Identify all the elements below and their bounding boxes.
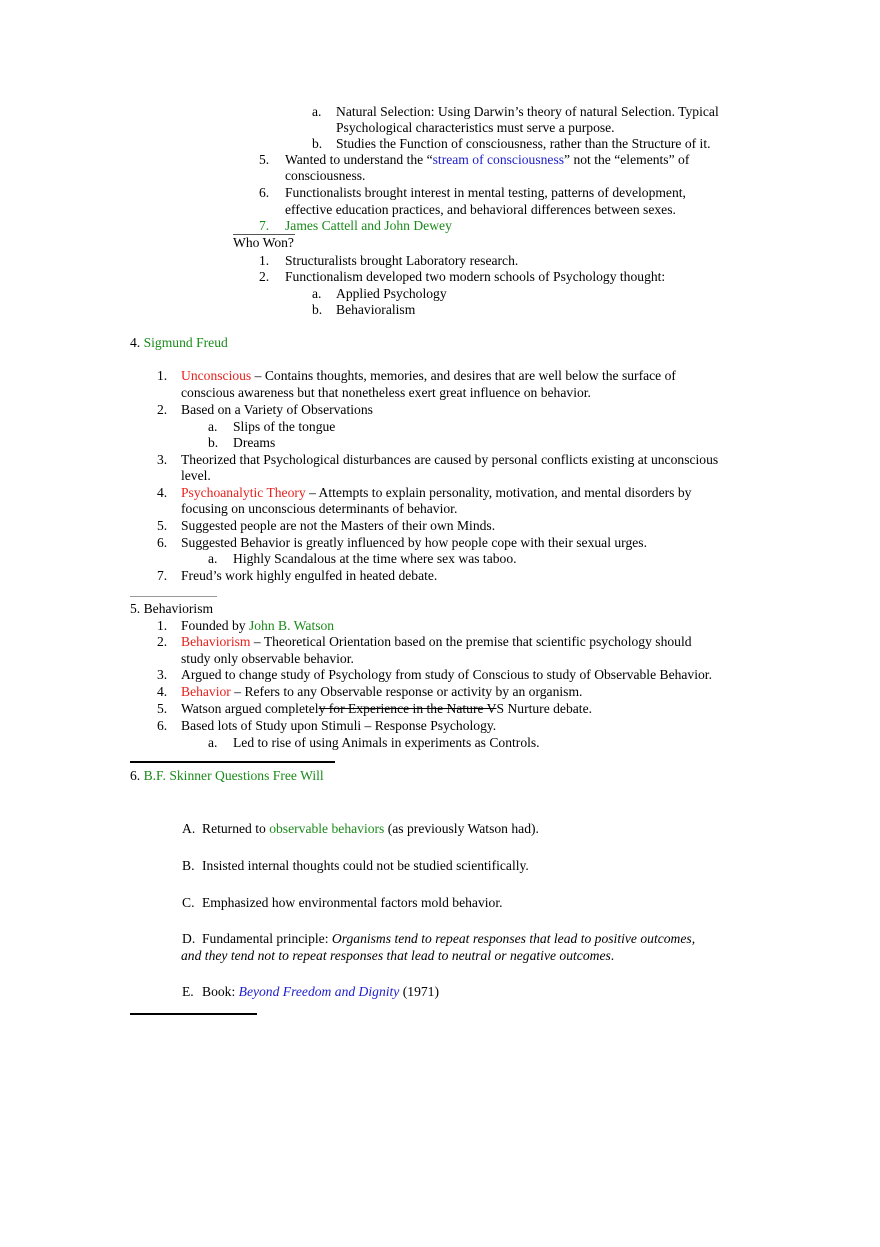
text-segment: Natural Selection: Using Darwin’s theory of natural Selection. Typical <box>336 104 719 119</box>
text-segment: Slips of the tongue <box>233 419 336 434</box>
text-segment: Organisms tend to repeat responses that lead to positive outcomes, <box>331 931 696 946</box>
text-line <box>181 385 591 401</box>
text-line <box>181 634 692 650</box>
text-line <box>285 185 686 201</box>
text-line <box>181 368 676 384</box>
text-segment: Based lots of Study upon Stimuli – Response Psychology. <box>181 718 497 733</box>
text-segment: Functionalism developed two modern schools of Psychology thought: <box>285 269 666 284</box>
list-marker: C. <box>182 895 195 910</box>
text-segment: Theorized that Psychological disturbances are caused by personal conflicts existing at unconscious <box>181 452 719 467</box>
text-line <box>336 104 719 120</box>
text-line <box>130 601 213 617</box>
text-line <box>181 701 592 717</box>
list-marker: 1. <box>259 253 270 268</box>
text-line <box>181 485 691 501</box>
text-line <box>285 253 518 269</box>
text-segment: Fundamental principle: <box>202 931 332 946</box>
list-marker: 4. <box>157 684 168 699</box>
text-segment: Watson argued completel <box>181 701 319 716</box>
list-marker: b. <box>312 302 323 317</box>
name-highlight: Sigmund Freud <box>143 335 228 350</box>
text-segment: Who Won? <box>233 235 294 250</box>
name-highlight: James Cattell and John Dewey <box>285 218 452 233</box>
text-line <box>181 651 354 667</box>
text-line <box>233 551 517 567</box>
text-segment: Insisted internal thoughts could not be studied scientifically. <box>202 858 529 873</box>
text-line <box>202 895 503 911</box>
text-segment: and they tend not to repeat responses that lead to neutral or negative outcomes <box>181 948 611 963</box>
text-segment: 5. Behaviorism <box>130 601 214 616</box>
text-line <box>202 931 695 947</box>
text-line <box>181 452 718 468</box>
list-marker: 2. <box>157 402 168 417</box>
text-line <box>181 535 647 551</box>
term: Psychoanalytic Theory <box>181 485 306 500</box>
list-marker: b. <box>312 136 323 151</box>
text-line <box>181 667 712 683</box>
section-divider <box>130 596 217 597</box>
list-marker: 1. <box>157 368 168 383</box>
text-segment: stream of consciousness <box>432 152 565 167</box>
list-marker: D. <box>182 931 196 946</box>
text-segment: – Refers to any Observable response or activity by an organism. <box>230 684 583 699</box>
text-segment: 4. <box>130 335 144 350</box>
text-segment: Returned to <box>202 821 270 836</box>
text-segment: Applied Psychology <box>336 286 447 301</box>
text-segment: y for Experience in the Nature V <box>318 701 497 716</box>
text-line <box>202 821 539 837</box>
text-segment: study only observable behavior. <box>181 651 354 666</box>
section-divider <box>130 1013 257 1015</box>
text-line <box>181 501 457 517</box>
term: Unconscious <box>181 368 252 383</box>
list-marker: 2. <box>157 634 168 649</box>
text-segment: Emphasized how environmental factors mold behavior. <box>202 895 503 910</box>
text-segment: Freud’s work highly engulfed in heated debate. <box>181 568 438 583</box>
list-marker: a. <box>312 286 322 301</box>
text-segment: – Theoretical Orientation based on the premise that scientific psychology should <box>250 634 692 649</box>
text-line <box>181 718 496 734</box>
text-line <box>233 419 335 435</box>
text-segment: Led to rise of using Animals in experiments as Controls. <box>233 735 540 750</box>
list-marker: b. <box>208 435 219 450</box>
list-marker: 5. <box>157 518 168 533</box>
term: Behavior <box>181 684 231 699</box>
text-segment: Based on a Variety of Observations <box>181 402 373 417</box>
list-marker: 6. <box>157 718 168 733</box>
text-segment: ” not the “elements” of <box>564 152 690 167</box>
text-line <box>285 202 676 218</box>
text-segment: consciousness. <box>285 168 366 183</box>
text-line <box>285 269 665 285</box>
text-segment: 6. <box>130 768 144 783</box>
text-segment: – Attempts to explain personality, motivation, and mental disorders by <box>305 485 692 500</box>
list-marker: 5. <box>157 701 168 716</box>
list-marker: 6. <box>157 535 168 550</box>
text-line <box>285 168 365 184</box>
text-segment: – Contains thoughts, memories, and desires that are well below the surface of <box>251 368 676 383</box>
text-segment: S Nurture debate. <box>496 701 593 716</box>
list-marker: a. <box>312 104 322 119</box>
term: Behaviorism <box>181 634 251 649</box>
list-marker: 5. <box>259 152 270 167</box>
list-marker: A. <box>182 821 196 836</box>
text-line <box>336 302 415 318</box>
text-line <box>336 136 711 152</box>
list-marker: 2. <box>259 269 270 284</box>
text-segment: Suggested Behavior is greatly influenced by how people cope with their sexual urges. <box>181 535 647 550</box>
text-segment: level. <box>181 468 211 483</box>
list-marker: 3. <box>157 452 168 467</box>
text-line <box>181 568 437 584</box>
text-line <box>233 235 294 251</box>
text-segment: Wanted to understand the “ <box>285 152 433 167</box>
text-line <box>181 518 495 534</box>
text-segment: Studies the Function of consciousness, rather than the Structure of it. <box>336 136 711 151</box>
text-line <box>336 286 447 302</box>
text-segment: Suggested people are not the Masters of their own Minds. <box>181 518 496 533</box>
text-line <box>285 218 452 234</box>
text-line <box>233 735 540 751</box>
list-marker: E. <box>182 984 194 999</box>
text-line <box>181 684 582 700</box>
text-segment: Founded by <box>181 618 249 633</box>
text-line <box>181 948 614 964</box>
text-line <box>130 768 324 784</box>
list-marker: 3. <box>157 667 168 682</box>
name-highlight: John B. Watson <box>248 618 335 633</box>
list-marker: a. <box>208 735 218 750</box>
list-marker: a. <box>208 419 218 434</box>
list-marker: 4. <box>157 485 168 500</box>
section-divider <box>130 761 335 763</box>
text-segment: Psychological characteristics must serve a purpose. <box>336 120 615 135</box>
text-segment: Dreams <box>233 435 276 450</box>
text-segment: (1971) <box>399 984 439 999</box>
text-segment: Behavioralism <box>336 302 416 317</box>
text-line <box>181 618 334 634</box>
text-line <box>181 468 211 484</box>
name-highlight: observable behaviors <box>269 821 385 836</box>
text-segment: conscious awareness but that nonetheless exert great influence on behavior. <box>181 385 591 400</box>
text-line <box>233 435 275 451</box>
text-segment: (as previously Watson had). <box>384 821 539 836</box>
name-highlight: B.F. Skinner Questions Free Will <box>143 768 324 783</box>
text-segment: focusing on unconscious determinants of behavior. <box>181 501 458 516</box>
text-line <box>202 858 529 874</box>
text-segment: Structuralists brought Laboratory research. <box>285 253 519 268</box>
list-marker: a. <box>208 551 218 566</box>
text-segment: Book: <box>202 984 239 999</box>
text-segment: Argued to change study of Psychology from study of Conscious to study of Observable Behavior. <box>181 667 712 682</box>
list-marker: 7. <box>259 218 270 233</box>
list-marker: 7. <box>157 568 168 583</box>
list-marker: 1. <box>157 618 168 633</box>
text-line <box>202 984 439 1000</box>
list-marker: B. <box>182 858 195 873</box>
text-segment: Functionalists brought interest in mental testing, patterns of development, <box>285 185 686 200</box>
text-line <box>285 152 689 168</box>
text-segment: . <box>610 948 615 963</box>
text-line <box>181 402 373 418</box>
text-segment: effective education practices, and behavioral differences between sexes. <box>285 202 676 217</box>
text-line <box>130 335 228 351</box>
text-line <box>336 120 615 136</box>
text-segment: Highly Scandalous at the time where sex was taboo. <box>233 551 517 566</box>
list-marker: 6. <box>259 185 270 200</box>
text-segment: Beyond Freedom and Dignity <box>238 984 400 999</box>
